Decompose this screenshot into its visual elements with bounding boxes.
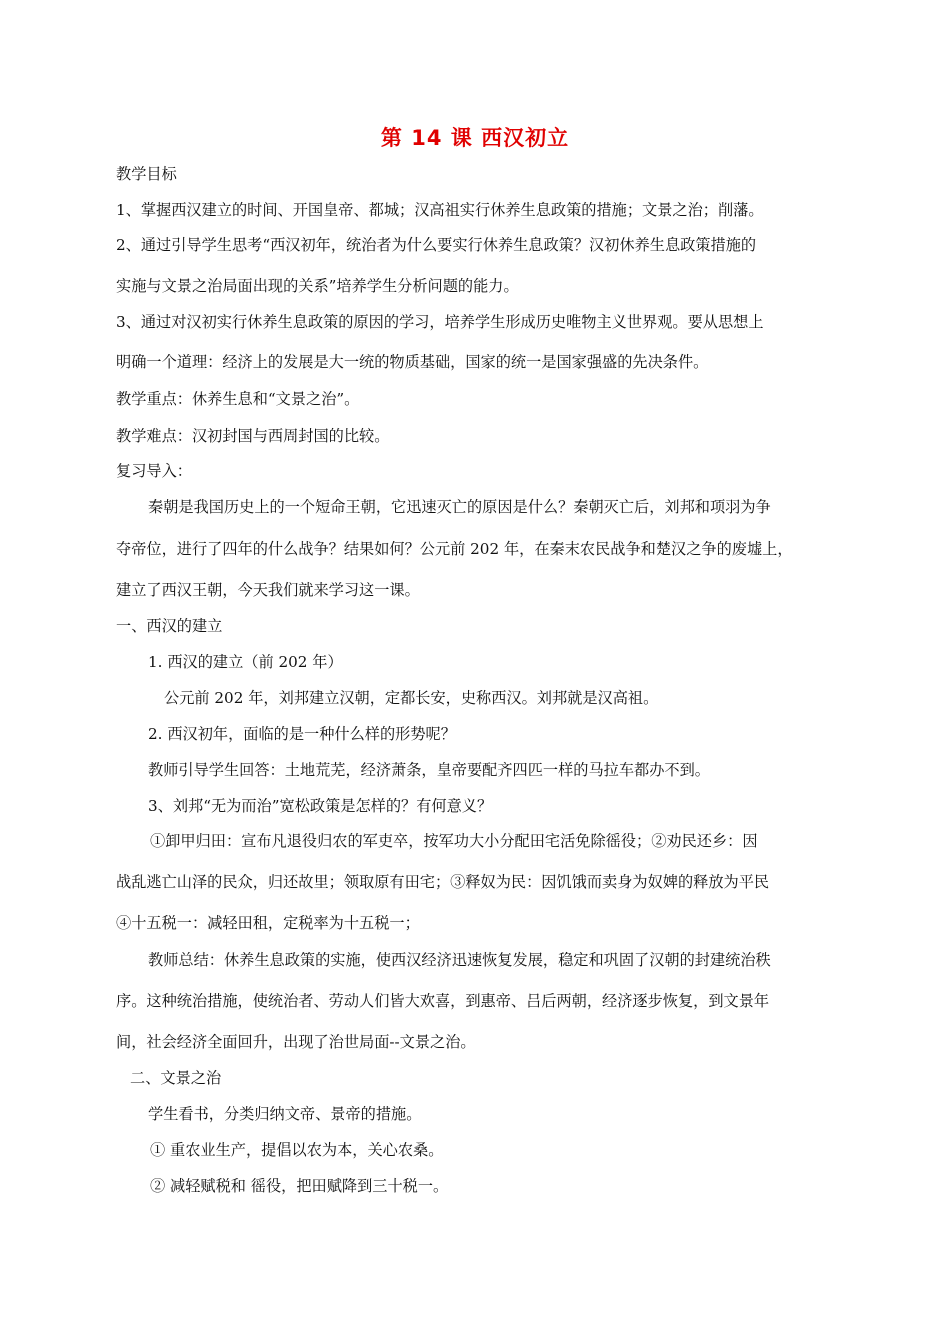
lesson-title: 第 14 课 西汉初立: [380, 126, 570, 150]
intro-paragraph-line-3: 建立了西汉王朝，今天我们就来学习这一课。: [116, 581, 420, 599]
intro-paragraph-line-1: 秦朝是我国历史上的一个短命王朝，它迅速灭亡的原因是什么？秦朝灭亡后，刘邦和项羽为争: [148, 498, 771, 516]
heading-teaching-goals: 教学目标: [116, 165, 177, 183]
intro-paragraph-line-2: 夺帝位，进行了四年的什么战争？结果如何？公元前 202 年，在秦末农民战争和楚汉之争的废墟上，: [116, 540, 793, 558]
item-2-content: 教师引导学生回答：土地荒芜，经济萧条，皇帝要配齐四匹一样的马拉车都办不到。: [148, 761, 710, 779]
item-1-heading: 1. 西汉的建立（前 202 年）: [148, 653, 343, 671]
item-2-heading: 2. 西汉初年，面临的是一种什么样的形势呢？: [148, 725, 456, 743]
teaching-focus: 教学重点：休养生息和“文景之治”。: [116, 390, 360, 408]
section-2-instruction: 学生看书，分类归纳文帝、景帝的措施。: [148, 1105, 422, 1123]
item-3-content-line-3: ④十五税一：减轻田租，定税率为十五税一；: [116, 914, 420, 932]
goal-3-line-1: 3、通过对汉初实行休养生息政策的原因的学习，培养学生形成历史唯物主义世界观。要从思想上: [116, 313, 764, 331]
measure-2: ② 减轻赋税和 徭役，把田赋降到三十税一。: [150, 1177, 449, 1195]
teacher-summary-line-1: 教师总结：休养生息政策的实施，使西汉经济迅速恢复发展，稳定和巩固了汉朝的封建统治秩: [148, 951, 771, 969]
teacher-summary-line-2: 序。这种统治措施，使统治者、劳动人们皆大欢喜，到惠帝、吕后两朝，经济逐步恢复，到文景年: [116, 992, 770, 1010]
item-3-content-line-2: 战乱逃亡山泽的民众，归还故里；领取原有田宅；③释奴为民：因饥饿而卖身为奴婢的释放为平民: [116, 873, 770, 891]
item-3-content-line-1: ①卸甲归田：宣布凡退役归农的军吏卒，按军功大小分配田宅活免除徭役；②劝民还乡：因: [150, 832, 758, 850]
goal-2-line-1: 2、通过引导学生思考“西汉初年，统治者为什么要实行休养生息政策？汉初休养生息政策措施的: [116, 236, 757, 254]
teaching-difficulty: 教学难点：汉初封国与西周封国的比较。: [116, 427, 390, 445]
goal-1: 1、掌握西汉建立的时间、开国皇帝、都城；汉高祖实行休养生息政策的措施；文景之治；削藩。: [116, 201, 764, 219]
item-1-content: 公元前 202 年，刘邦建立汉朝，定都长安，史称西汉。刘邦就是汉高祖。: [164, 689, 659, 707]
section-1-heading: 一、西汉的建立: [116, 617, 223, 635]
goal-3-line-2: 明确一个道理：经济上的发展是大一统的物质基础，国家的统一是国家强盛的先决条件。: [116, 353, 709, 371]
goal-2-line-2: 实施与文景之治局面出现的关系”培养学生分析问题的能力。: [116, 277, 519, 295]
measure-1: ① 重农业生产，提倡以农为本，关心农桑。: [150, 1141, 444, 1159]
item-3-heading: 3、刘邦“无为而治”宽松政策是怎样的？有何意义？: [148, 797, 493, 815]
teacher-summary-line-3: 间，社会经济全面回升，出现了治世局面--文景之治。: [116, 1033, 476, 1051]
section-2-heading: 二、文景之治: [130, 1069, 222, 1087]
review-intro-heading: 复习导入：: [116, 462, 192, 480]
